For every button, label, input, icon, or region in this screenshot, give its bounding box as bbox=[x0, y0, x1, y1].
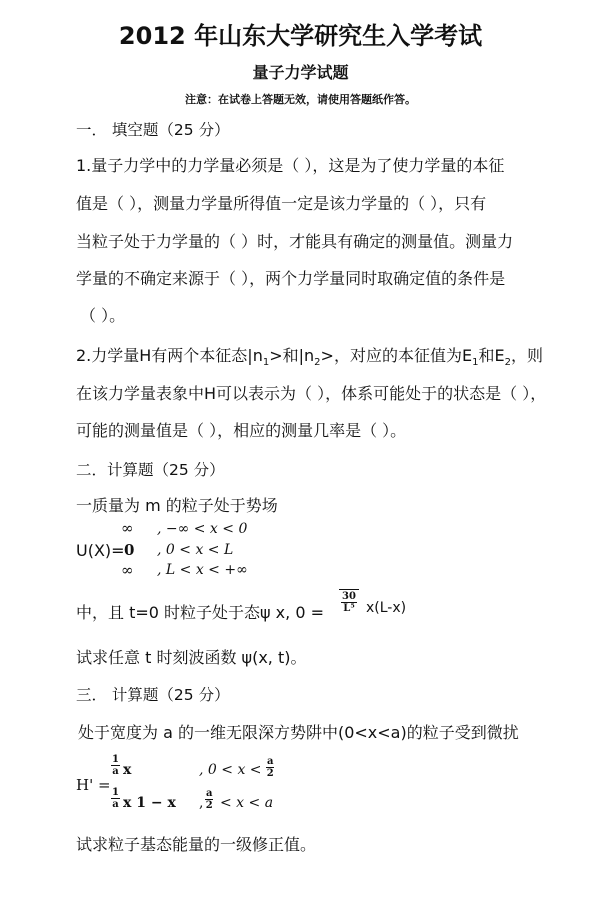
q1-line-3: 当粒子处于力学量的（ ）时，才能具有确定的测量值。测量力 bbox=[76, 232, 514, 251]
q1-line-1: 1.量子力学中的力学量必须是（ ），这是为了使力学量的本征 bbox=[76, 156, 505, 175]
section3-intro: 处于宽度为 a 的一维无限深方势阱中(0<x<a)的粒子受到微扰 bbox=[78, 723, 519, 742]
h-case1-expr: x bbox=[123, 762, 132, 778]
case2-condition: , 0 < x < L bbox=[157, 542, 234, 558]
case3-condition: , L < x < +∞ bbox=[157, 562, 248, 578]
q2-text-a: 2.力学量H有两个本征态|n bbox=[76, 346, 263, 365]
section1-heading: 一． 填空题（25 分） bbox=[76, 121, 230, 139]
q2-sub-a: 1 bbox=[262, 357, 270, 368]
state-prefix: 中，且 t=0 时粒子处于态ψ x, 0 = bbox=[76, 603, 324, 622]
h-case2-cond-num: a bbox=[206, 788, 213, 799]
h-case1-cond: , 0 < x < bbox=[199, 762, 262, 778]
h-case2-num: 1 bbox=[112, 787, 119, 798]
q2-line-1 bbox=[76, 343, 543, 366]
state-fraction bbox=[341, 591, 357, 614]
h-case1-cond-den: 2 bbox=[266, 768, 274, 779]
section2-heading: 二．计算题（25 分） bbox=[76, 461, 225, 479]
h-label: H' = bbox=[76, 776, 111, 794]
h-case1-num: 1 bbox=[112, 754, 119, 765]
q2-text-b: >和|n bbox=[269, 346, 315, 365]
h-case2-cond-post: < x < a bbox=[220, 795, 274, 811]
h-case2-cond-frac bbox=[205, 788, 213, 811]
case1-condition: , −∞ < x < 0 bbox=[157, 521, 248, 537]
q2-sub-c: 1 bbox=[472, 357, 479, 368]
h-case1-cond-num: a bbox=[267, 756, 274, 767]
sqrt-bar bbox=[339, 589, 359, 590]
frac-numerator: 30 bbox=[342, 591, 356, 602]
h-case2-cond-pre: , bbox=[199, 795, 204, 811]
q2-line-3: 可能的测量值是（ ），相应的测量几率是（ ）。 bbox=[76, 421, 407, 440]
h-case1-cond-frac bbox=[266, 756, 274, 779]
q2-text-e: ，则 bbox=[510, 346, 543, 365]
state-suffix: x(L-x) bbox=[366, 600, 407, 616]
q2-sub-d: 2 bbox=[504, 357, 511, 368]
q2-sub-b: 2 bbox=[314, 357, 321, 368]
h-case2-coeff bbox=[111, 787, 120, 810]
exam-title: 2012 年山东大学研究生入学考试 bbox=[118, 22, 483, 50]
section2-intro: 一质量为 m 的粒子处于势场 bbox=[76, 496, 278, 515]
h-case2-cond-den: 2 bbox=[205, 800, 213, 811]
h-case1-den: a bbox=[112, 766, 119, 777]
q2-text-d: 和E bbox=[478, 346, 505, 365]
h-case2-den: a bbox=[112, 799, 119, 810]
q1-line-5: （ ）。 bbox=[80, 306, 126, 325]
q2-text-c: >，对应的本征值为E bbox=[320, 346, 473, 365]
exam-subtitle: 量子力学试题 bbox=[252, 63, 349, 82]
section2-ask: 试求任意 t 时刻波函数 ψ(x, t)。 bbox=[76, 648, 307, 667]
q1-line-2: 值是（ ），测量力学量所得值一定是该力学量的（ ），只有 bbox=[76, 194, 487, 213]
section3-heading: 三． 计算题（25 分） bbox=[76, 686, 230, 704]
frac-denominator: L⁵ bbox=[343, 603, 355, 614]
exam-notice: 注意：在试卷上答题无效，请使用答题纸作答。 bbox=[185, 93, 416, 106]
h-case1-coeff bbox=[111, 754, 120, 777]
h-case2-expr: x 1 − x bbox=[123, 795, 176, 811]
case2-value: 0 bbox=[124, 541, 135, 559]
potential-label: U(X)= bbox=[76, 541, 125, 560]
state-frac bbox=[339, 589, 359, 614]
q2-line-2: 在该力学量表象中H可以表示为（ ），体系可能处于的状态是（ ）， bbox=[76, 384, 547, 403]
case1-value: ∞ bbox=[121, 519, 134, 537]
case3-value: ∞ bbox=[121, 561, 134, 579]
section3-ask: 试求粒子基态能量的一级修正值。 bbox=[76, 835, 317, 854]
q1-line-4: 学量的不确定来源于（ ），两个力学量同时取确定值的条件是 bbox=[76, 269, 506, 288]
